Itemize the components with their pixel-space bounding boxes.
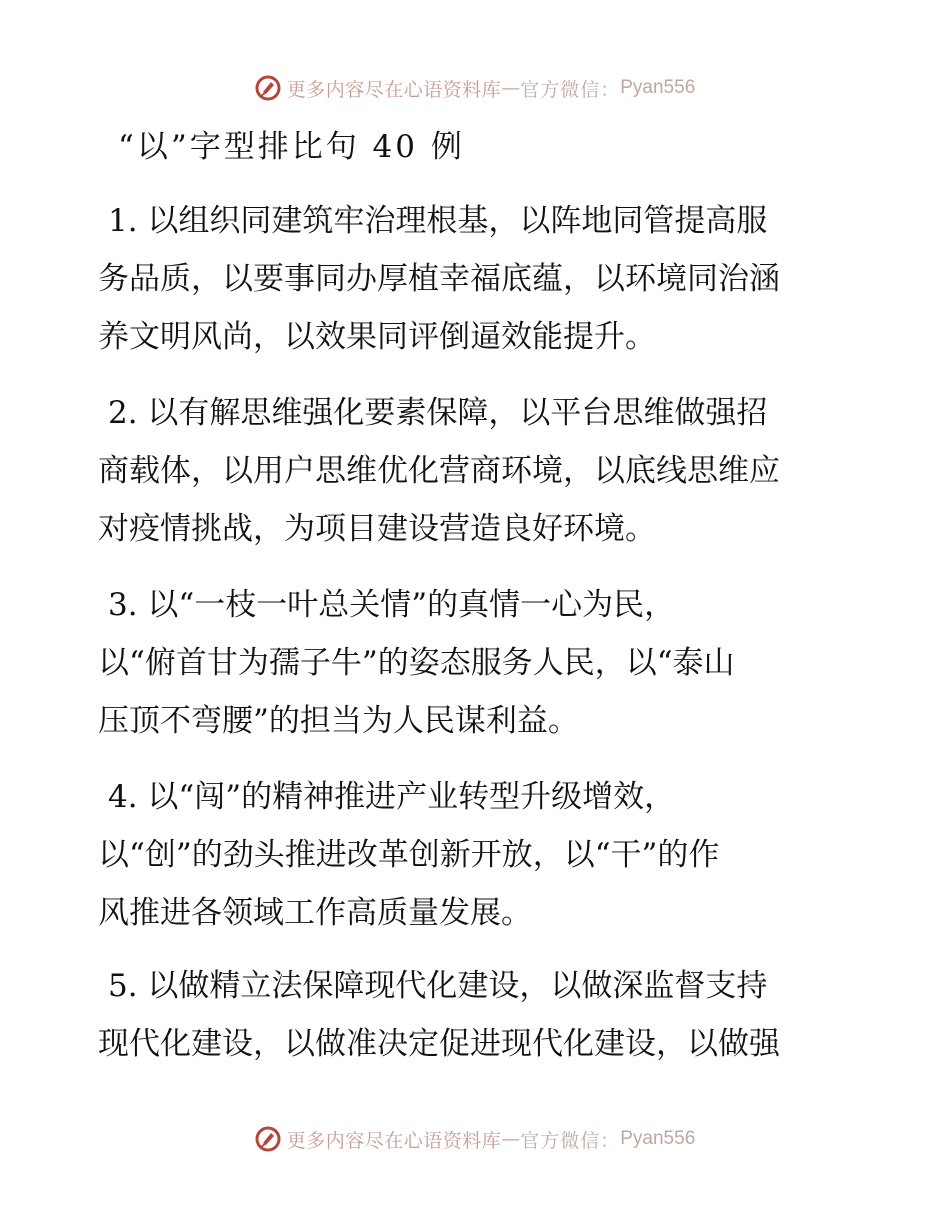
list-item-2 <box>98 384 858 558</box>
list-item-5 <box>98 957 858 1073</box>
footer-watermark <box>0 1124 950 1154</box>
watermark-dash: — <box>501 77 521 99</box>
item-line: 风推进各领域工作高质量发展。 <box>98 895 532 931</box>
watermark-wechat-id: Pyan556 <box>620 1128 696 1149</box>
item-line: 养文明风尚，以效果同评倒逼效能提升。 <box>98 319 656 355</box>
list-item-1 <box>98 192 858 366</box>
item-line: 以“俯首甘为孺子牛”的姿态服务人民，以“泰山 <box>98 645 735 681</box>
logo-icon <box>255 1126 281 1152</box>
item-line: 以“创”的劲头推进改革创新开放，以“干”的作 <box>98 837 720 873</box>
logo-icon <box>255 75 281 101</box>
watermark-wechat-id: Pyan556 <box>620 77 696 98</box>
document-title: “以”字型排比句 40 例 <box>118 129 465 165</box>
watermark-library-text: 更多内容尽在心语资料库 <box>286 1129 502 1152</box>
item-line: 3. 以“一枝一叶总关情”的真情一心为民， <box>108 587 676 623</box>
header-watermark <box>0 73 950 103</box>
watermark-library-text: 更多内容尽在心语资料库 <box>286 78 502 101</box>
item-line: 对疫情挑战，为项目建设营造良好环境。 <box>98 511 656 547</box>
item-line: 商载体，以用户思维优化营商环境，以底线思维应 <box>98 453 780 489</box>
item-line: 2. 以有解思维强化要素保障，以平台思维做强招 <box>108 395 768 431</box>
watermark-dash: — <box>501 1128 521 1150</box>
list-item-4 <box>98 768 858 942</box>
item-line: 务品质，以要事同办厚植幸福底蕴，以环境同治涵 <box>98 261 780 297</box>
item-line: 5. 以做精立法保障现代化建设，以做深监督支持 <box>108 968 768 1004</box>
watermark-wechat-label: 官方微信： <box>520 1129 621 1152</box>
list-item-3 <box>98 576 858 750</box>
item-line: 1. 以组织同建筑牢治理根基，以阵地同管提高服 <box>108 203 768 239</box>
item-line: 压顶不弯腰”的担当为人民谋利益。 <box>98 703 579 739</box>
item-line: 现代化建设，以做准决定促进现代化建设，以做强 <box>98 1026 780 1062</box>
watermark-wechat-label: 官方微信： <box>520 78 621 101</box>
item-line: 4. 以“闯”的精神推进产业转型升级增效， <box>108 779 676 815</box>
